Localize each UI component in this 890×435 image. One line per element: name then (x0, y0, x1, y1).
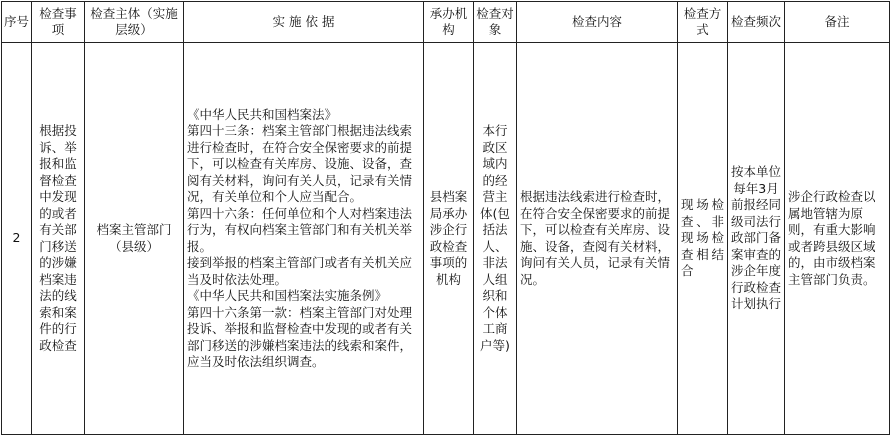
header-method: 检查方式 (678, 2, 728, 43)
cell-seq: 2 (2, 43, 32, 435)
basis-regulation-article-46: 第四十六条第一款：档案主管部门对处理投诉、举报和监督检查中发现的或者有关部门移送的涉嫌档案违法的线索和案件，应当及时依法组织调查。 (187, 304, 413, 369)
basis-law-title: 《中华人民共和国档案法》 (187, 106, 338, 122)
cell-method: 现场检查、非现场检查相结合 (678, 43, 728, 435)
header-item: 检查事项 (32, 2, 85, 43)
cell-subject: 档案主管部门（县级） (85, 43, 184, 435)
basis-article-46-cont: 接到举报的档案主管部门或者有关机关应当及时依法处理。 (187, 255, 413, 287)
header-agency: 承办机构 (424, 2, 474, 43)
header-remark: 备注 (785, 2, 890, 43)
header-basis: 实 施 依 据 (184, 2, 424, 43)
table-row (2, 43, 890, 435)
basis-regulation-title: 《中华人民共和国档案法实施条例》 (187, 288, 388, 303)
header-target: 检查对象 (474, 2, 517, 43)
cell-basis (184, 43, 424, 435)
header-subject: 检查主体（实施层级） (85, 2, 184, 43)
cell-agency: 县档案局承办涉企行政检查事项的机构 (424, 43, 474, 435)
cell-content: 根据违法线索进行检查时，在符合安全保密要求的前提下，可以检查有关库房、设施、设备，查阅有关材料，询问有关人员，记录有关情况。 (517, 43, 678, 435)
basis-article-43: 第四十三条：档案主管部门根据违法线索进行检查时，在符合安全保密要求的前提下，可以检查有关库房、设施、设备，查阅有关材料，询问有关人员，记录有关情况，有关单位和个人应当配合。 (187, 123, 413, 204)
header-frequency: 检查频次 (728, 2, 785, 43)
cell-item: 根据投诉、举报和监督检查中发现的或者有关部门移送的涉嫌档案违法的线索和案件的行政检查 (32, 43, 85, 435)
inspection-table (1, 1, 890, 435)
cell-target: 本行政区域内的经营主体(包括法人、非法人组织和个体工商户等) (474, 43, 517, 435)
cell-remark: 涉企行政检查以属地管辖为原则，有重大影响或者跨县级区域的，由市级档案主管部门负责。 (785, 43, 890, 435)
basis-article-46: 第四十六条：任何单位和个人对档案违法行为，有权向档案主管部门和有关机关举报。 (187, 205, 413, 254)
cell-frequency: 按本单位每年3月前报经同级司法行政部门备案审查的涉企年度行政检查计划执行 (728, 43, 785, 435)
header-seq: 序号 (2, 2, 32, 43)
header-content: 检查内容 (517, 2, 678, 43)
header-row (2, 2, 890, 43)
